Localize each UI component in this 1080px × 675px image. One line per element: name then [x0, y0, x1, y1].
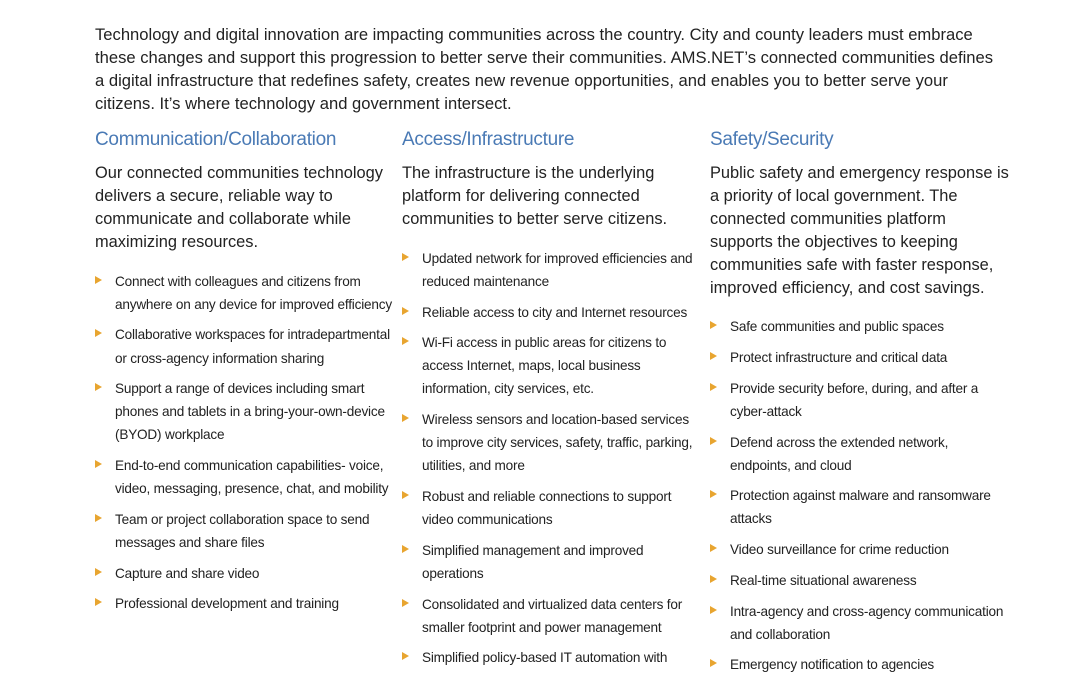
arrow-bullet-icon [402, 253, 409, 261]
bullet-list [710, 315, 1010, 675]
arrow-bullet-icon [402, 652, 409, 660]
list-item-text: Capture and share video [115, 565, 260, 581]
arrow-bullet-icon [95, 460, 102, 468]
list-item-text: Professional development and training [115, 596, 339, 612]
arrow-bullet-icon [710, 490, 717, 498]
column-heading: Access/Infrastructure [402, 129, 575, 150]
list-item [710, 569, 1010, 592]
list-item [95, 508, 395, 554]
arrow-bullet-icon [402, 491, 409, 499]
arrow-bullet-icon [95, 383, 102, 391]
list-item-text: Wi-Fi access in public areas for citizens to access Internet, maps, local business information, city services, etc. [422, 335, 667, 397]
arrow-bullet-icon [402, 337, 409, 345]
list-item [95, 270, 395, 316]
list-item [402, 408, 702, 477]
list-item-text: Video surveillance for crime reduction [730, 542, 949, 558]
list-item-text: Safe communities and public spaces [730, 319, 944, 335]
column-lead: The infrastructure is the underlying platform for delivering connected communities to better serve citizens. [402, 164, 668, 228]
arrow-bullet-icon [95, 329, 102, 337]
arrow-bullet-icon [95, 276, 102, 284]
intro-paragraph: Technology and digital innovation are impacting communities across the country. City and county leaders must embrace these changes and support this progression to better serve their communities. AMS.NET’s connected communities defines a digital infrastructure that redefines safety, creates new revenue opportunities, and enables you to better serve your citizens. It’s where technology and government intersect. [95, 24, 994, 114]
arrow-bullet-icon [402, 307, 409, 315]
list-item-text: Protect infrastructure and critical data [730, 350, 948, 366]
column-lead: Public safety and emergency response is a priority of local government. The connected communities platform supports the objectives to keeping communities safe with faster response, improved efficiency, and cost savings. [710, 164, 1009, 297]
column-access-infrastructure [402, 126, 702, 675]
list-item-text: Robust and reliable connections to support video communications [422, 488, 672, 528]
list-item [95, 562, 395, 585]
list-item-text: Provide security before, during, and after a cyber-attack [730, 380, 979, 419]
list-item-text: Emergency notification to agencies [730, 657, 935, 673]
list-item-text: Connect with colleagues and citizens from anywhere on any device for improved efficiency [115, 273, 392, 312]
list-item [402, 301, 702, 324]
list-item-text: Wireless sensors and location-based services to improve city services, safety, traffic, parking, utilities, and more [422, 412, 693, 474]
arrow-bullet-icon [710, 544, 717, 552]
list-item [710, 653, 1010, 675]
bullet-list [95, 270, 395, 616]
arrow-bullet-icon [710, 352, 717, 360]
column-lead: Our connected communities technology delivers a secure, reliable way to communicate and collaborate while maximizing resources. [95, 164, 383, 251]
list-item-text: Real-time situational awareness [730, 572, 917, 588]
list-item-text: Intra-agency and cross-agency communication and collaboration [730, 603, 1004, 642]
list-item [95, 323, 395, 369]
arrow-bullet-icon [402, 414, 409, 422]
list-item [95, 454, 395, 500]
arrow-bullet-icon [710, 383, 717, 391]
list-item [710, 346, 1010, 369]
list-item [95, 377, 395, 446]
arrow-bullet-icon [95, 598, 102, 606]
list-item-text: Simplified policy-based IT automation with [422, 650, 668, 666]
list-item [402, 247, 702, 293]
arrow-bullet-icon [710, 659, 717, 667]
list-item [402, 539, 702, 585]
list-item-text: Collaborative workspaces for intradepartmental or cross-agency information sharing [115, 327, 390, 366]
list-item [710, 600, 1010, 646]
column-heading: Safety/Security [710, 129, 834, 150]
arrow-bullet-icon [710, 575, 717, 583]
list-item [710, 431, 1010, 477]
arrow-bullet-icon [95, 514, 102, 522]
arrow-bullet-icon [402, 545, 409, 553]
list-item [710, 484, 1010, 530]
list-item [710, 315, 1010, 338]
list-item-text: Defend across the extended network, endpoints, and cloud [730, 434, 949, 473]
list-item-text: Reliable access to city and Internet resources [422, 304, 688, 320]
bullet-list [402, 247, 702, 670]
list-item-text: Team or project collaboration space to send messages and share files [115, 511, 370, 550]
arrow-bullet-icon [402, 599, 409, 607]
list-item [710, 538, 1010, 561]
list-item-text: End-to-end communication capabilities- voice, video, messaging, presence, chat, and mobility [115, 458, 389, 497]
arrow-bullet-icon [710, 321, 717, 329]
list-item-text: Consolidated and virtualized data centers for smaller footprint and power management [422, 596, 683, 635]
list-item-text: Updated network for improved efficiencies and reduced maintenance [422, 250, 693, 289]
list-item [710, 377, 1010, 423]
list-item [402, 485, 702, 531]
arrow-bullet-icon [95, 568, 102, 576]
list-item [402, 331, 702, 400]
list-item-text: Simplified management and improved operations [422, 542, 644, 581]
list-item [95, 592, 395, 615]
column-safety-security [710, 126, 1010, 675]
list-item [402, 646, 702, 669]
list-item-text: Support a range of devices including smart phones and tablets in a bring-your-own-device (BYOD) workplace [115, 381, 385, 443]
list-item-text: Protection against malware and ransomware attacks [730, 488, 991, 527]
column-heading: Communication/Collaboration [95, 129, 337, 150]
list-item [402, 593, 702, 639]
arrow-bullet-icon [710, 606, 717, 614]
column-communication-collaboration [95, 126, 395, 623]
arrow-bullet-icon [710, 437, 717, 445]
